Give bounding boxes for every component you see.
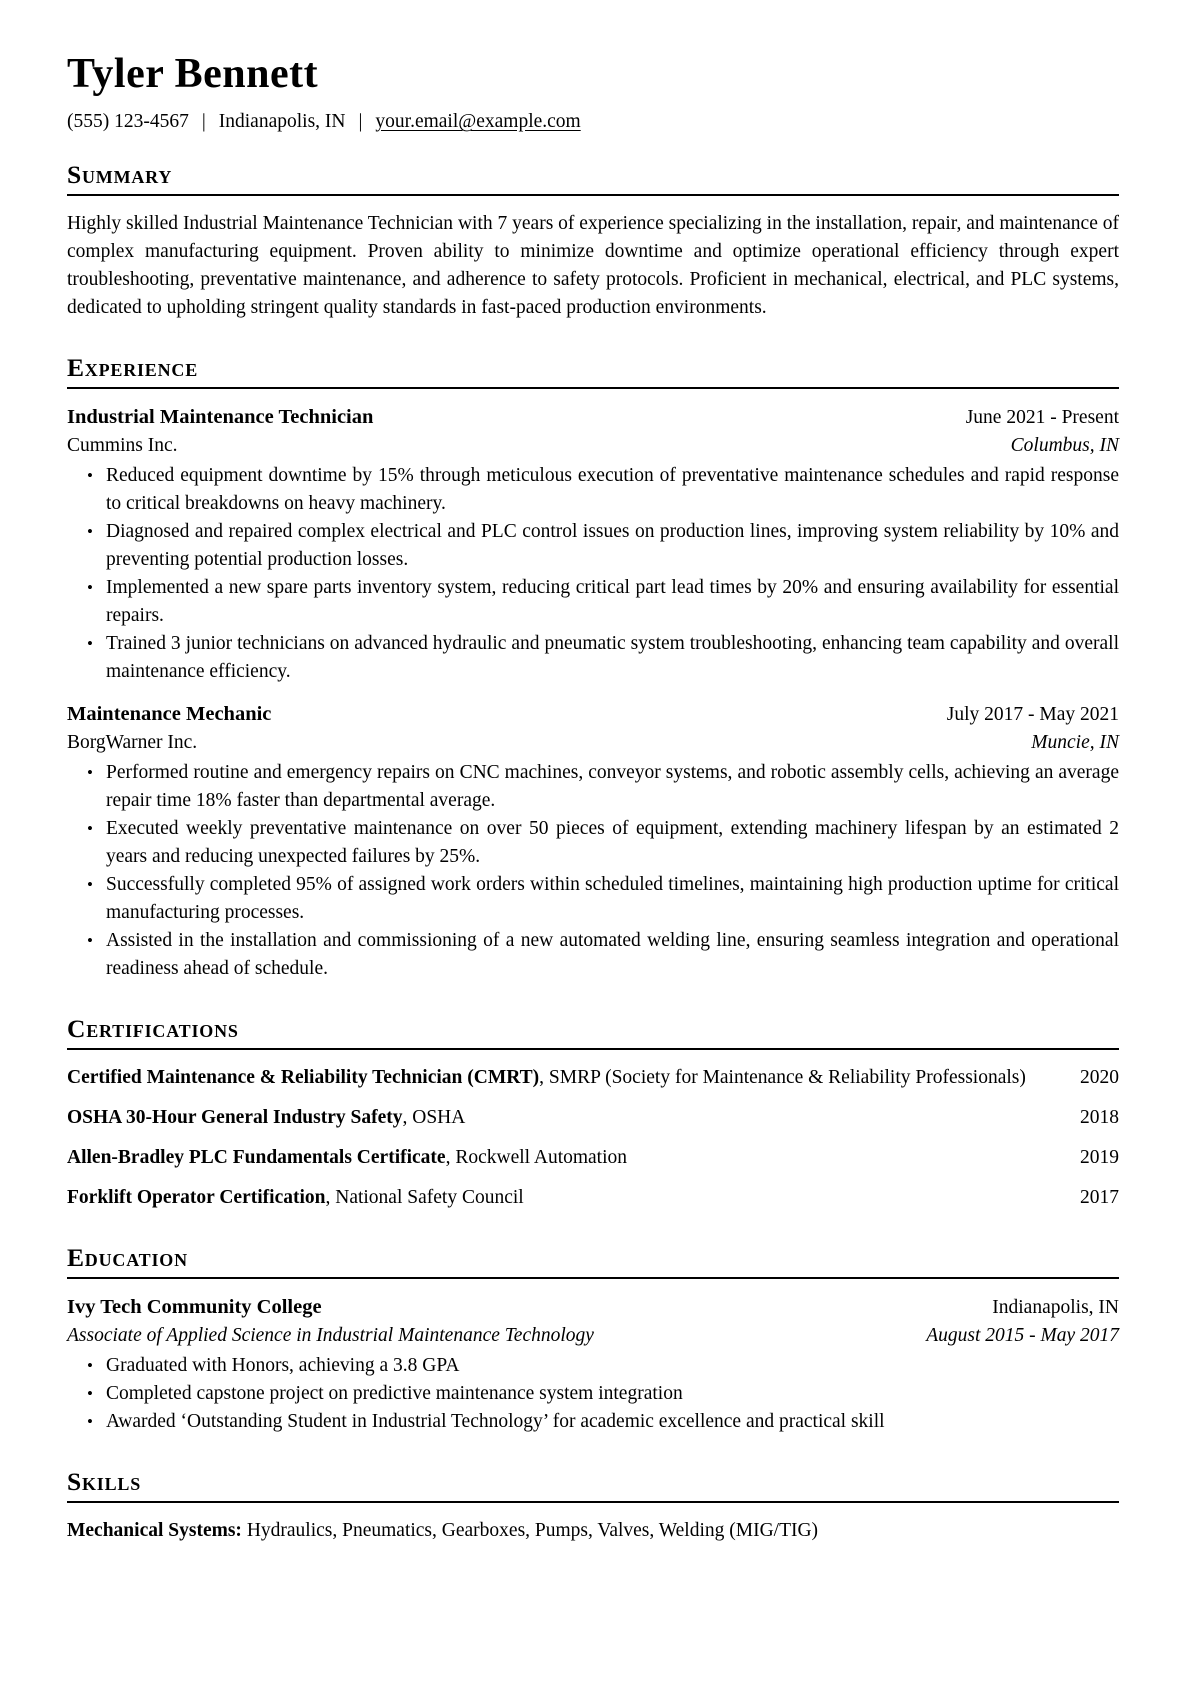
- certification-text: [67, 1064, 1119, 1092]
- certification-issuer: , SMRP (Society for Maintenance & Reliability Professionals): [539, 1067, 1026, 1088]
- bullet-item: • Assisted in the installation and commissioning of a new automated welding line, ensuring seamless integration and operational readiness ahead of schedule.: [67, 927, 1119, 983]
- section-certifications: [67, 1014, 1119, 1212]
- education-heading: Education: [67, 1243, 1119, 1279]
- job-title-row: [67, 700, 1119, 729]
- certification-name: Allen-Bradley PLC Fundamentals Certificate: [67, 1147, 446, 1168]
- job-dates: July 2017 - May 2021: [946, 704, 1119, 725]
- job-title: Maintenance Mechanic: [67, 703, 272, 725]
- job-company-row: [67, 432, 1119, 460]
- certification-entry: [67, 1144, 1119, 1172]
- education-degree-row: [67, 1322, 1119, 1350]
- bullet-item: • Completed capstone project on predictive maintenance system integration: [67, 1380, 1119, 1408]
- bullet-item: • Performed routine and emergency repairs on CNC machines, conveyor systems, and robotic assembly cells, achieving an average repair time 18% faster than departmental average.: [67, 759, 1119, 815]
- certification-year: 2019: [1080, 1147, 1119, 1168]
- job-dates: June 2021 - Present: [965, 407, 1119, 428]
- certification-text: [67, 1104, 1119, 1132]
- bullet-item: • Diagnosed and repaired complex electrical and PLC control issues on production lines, improving system reliability by 10% and preventing potential production losses.: [67, 518, 1119, 574]
- degree-name: Associate of Applied Science in Industrial Maintenance Technology: [67, 1325, 594, 1346]
- certification-text: [67, 1184, 1119, 1212]
- company-name: Cummins Inc.: [67, 435, 178, 456]
- skills-heading: Skills: [67, 1467, 1119, 1503]
- education-school-row: [67, 1293, 1119, 1322]
- job-title-row: [67, 403, 1119, 432]
- bullet-item: • Implemented a new spare parts inventory system, reducing critical part lead times by 20% and ensuring availability for essential repairs.: [67, 574, 1119, 630]
- company-name: BorgWarner Inc.: [67, 732, 198, 753]
- education-dates: August 2015 - May 2017: [926, 1325, 1119, 1346]
- email-link[interactable]: your.email@example.com: [375, 111, 581, 132]
- location-text: Indianapolis, IN: [218, 111, 346, 132]
- certification-year: 2020: [1080, 1067, 1119, 1088]
- school-name: Ivy Tech Community College: [67, 1296, 322, 1318]
- section-summary: [67, 160, 1119, 322]
- school-location: Indianapolis, IN: [992, 1297, 1119, 1318]
- separator-pipe: |: [358, 111, 363, 132]
- education-bullet-list: [67, 1352, 1119, 1436]
- job-bullet-list: [67, 462, 1119, 686]
- company-location: Columbus, IN: [1010, 435, 1119, 456]
- summary-text: Highly skilled Industrial Maintenance Technician with 7 years of experience specializing in the installation, repair, and maintenance of complex manufacturing equipment. Proven ability to minimize downtime and optimize operational efficiency through expert troubleshooting, preventative maintenance, and adherence to safety protocols. Proficient in mechanical, electrical, and PLC systems, dedicated to upholding stringent quality standards in fast-paced production environments.: [67, 213, 1119, 318]
- job-company-row: [67, 729, 1119, 757]
- certification-text: [67, 1144, 1119, 1172]
- bullet-item: • Awarded ‘Outstanding Student in Industrial Technology’ for academic excellence and practical skill: [67, 1408, 1119, 1436]
- certification-year: 2018: [1080, 1107, 1119, 1128]
- job-entry: [67, 700, 1119, 983]
- phone-number: (555) 123-4567: [67, 111, 189, 132]
- bullet-item: • Trained 3 junior technicians on advanced hydraulic and pneumatic system troubleshooting, enhancing team capability and overall maintenance efficiency.: [67, 630, 1119, 686]
- summary-heading: Summary: [67, 160, 1119, 196]
- certification-issuer: , OSHA: [402, 1107, 466, 1128]
- certification-issuer: , Rockwell Automation: [445, 1147, 628, 1168]
- bullet-item: • Reduced equipment downtime by 15% through meticulous execution of preventative maintenance schedules and rapid response to critical breakdowns on heavy machinery.: [67, 462, 1119, 518]
- bullet-item: • Graduated with Honors, achieving a 3.8 GPA: [67, 1352, 1119, 1380]
- separator-pipe: |: [201, 111, 206, 132]
- job-entry: [67, 403, 1119, 686]
- candidate-name: Tyler Bennett: [67, 51, 319, 97]
- experience-heading: Experience: [67, 353, 1119, 389]
- certification-name: OSHA 30-Hour General Industry Safety: [67, 1107, 403, 1128]
- section-education: [67, 1243, 1119, 1436]
- certification-entry: [67, 1184, 1119, 1212]
- skill-category: Mechanical Systems:: [67, 1520, 242, 1541]
- skill-row: [67, 1517, 1119, 1545]
- certification-issuer: , National Safety Council: [325, 1187, 524, 1208]
- bullet-item: • Successfully completed 95% of assigned work orders within scheduled timelines, maintaining high production uptime for critical manufacturing processes.: [67, 871, 1119, 927]
- bullet-item: • Executed weekly preventative maintenance on over 50 pieces of equipment, extending machinery lifespan by an estimated 2 years and reducing unexpected failures by 25%.: [67, 815, 1119, 871]
- header: [67, 50, 1119, 136]
- certification-name: Forklift Operator Certification: [67, 1187, 326, 1208]
- skill-list: Hydraulics, Pneumatics, Gearboxes, Pumps, Valves, Welding (MIG/TIG): [246, 1520, 819, 1541]
- section-skills: [67, 1467, 1119, 1545]
- certification-year: 2017: [1080, 1187, 1119, 1208]
- job-title: Industrial Maintenance Technician: [67, 406, 374, 428]
- certification-entry: [67, 1064, 1119, 1092]
- company-location: Muncie, IN: [1031, 732, 1119, 753]
- certification-name: Certified Maintenance & Reliability Technician (CMRT): [67, 1067, 540, 1088]
- certification-entry: [67, 1104, 1119, 1132]
- certifications-heading: Certifications: [67, 1014, 1119, 1050]
- job-bullet-list: [67, 759, 1119, 983]
- section-experience: [67, 353, 1119, 983]
- contact-line: [67, 108, 1119, 136]
